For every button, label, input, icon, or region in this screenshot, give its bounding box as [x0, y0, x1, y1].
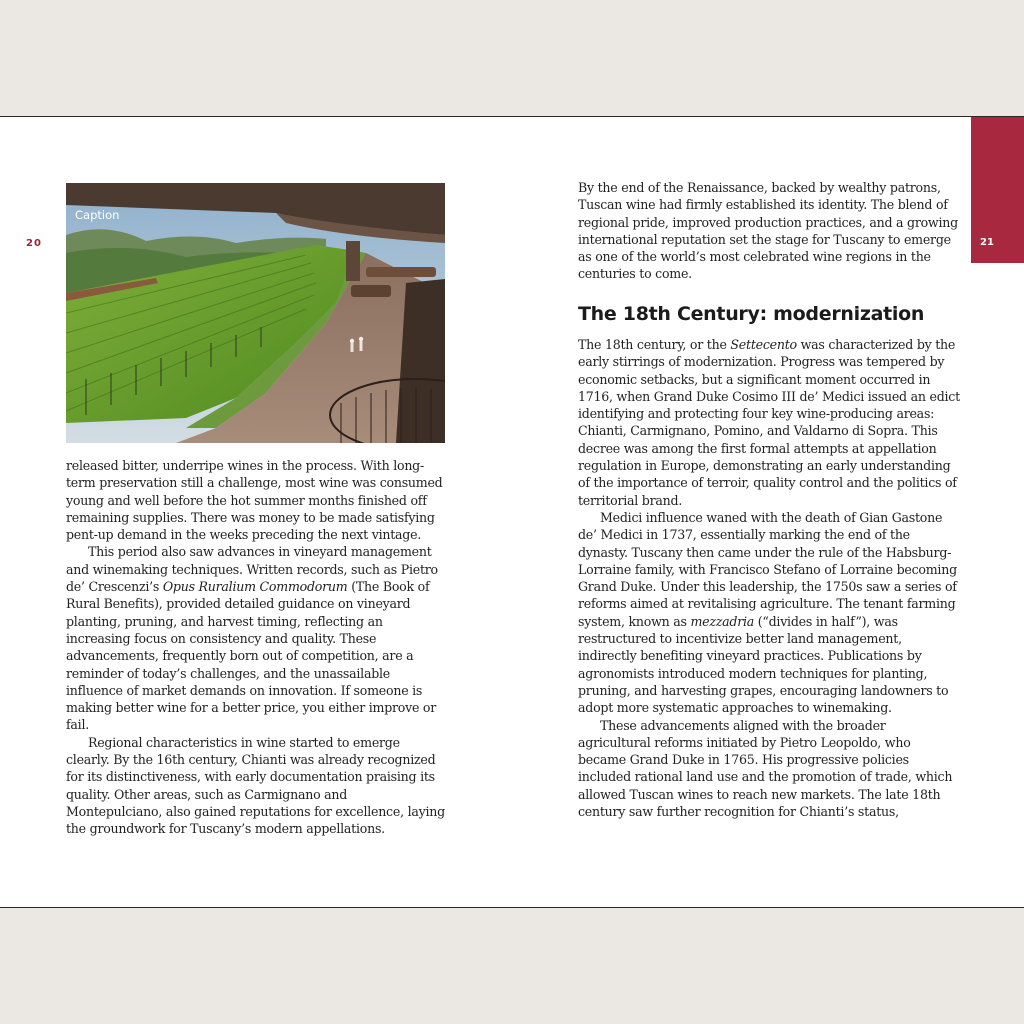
- settecento-italic: Settecento: [730, 337, 797, 352]
- left-paragraph-2: This period also saw advances in vineyard management and winemaking techniques. Written records, such as Pietro de’ Crescenzi’s Opus Ruralium Commodorum (The Book of Rural Benefits), provided detailed guidance on vineyard planting, pruning, and harvest timing, reflecting an increasing focus on consistency and quality. These advancements, frequently born out of competition, are a reminder of today’s challenges, and the unassailable influence of market demands on innovation. If someone is making better wine for a better price, you either improve or fail.: [66, 544, 438, 733]
- vineyard-photo: [66, 183, 445, 443]
- page-number-left: 20: [26, 238, 42, 249]
- left-paragraph-1: released bitter, underripe wines in the process. With long-term preservation still a challenge, most wine was consumed young and well before the hot summer months finished off remaining supplies. There was money to be made satisfying pent-up demand in the weeks preceding the next vintage.: [66, 458, 443, 543]
- right-intro-paragraph: By the end of the Renaissance, backed by wealthy patrons, Tuscan wine had firmly established its identity. The blend of regional pride, improved production practices, and a growing international reputation set the stage for Tuscany to emerge as one of the world’s most celebrated wine regions in the centuries to come.: [578, 180, 958, 282]
- mezzadria-italic: mezzadria: [690, 613, 754, 629]
- right-paragraph-1: The 18th century, or the Settecento was characterized by the early stirrings of modernization. Progress was tempered by economic setbacks, but a significant moment occurred in 1716, when Grand Duke Cosimo III de’ Medici issued an edict identifying and protecting four key wine-producing areas: Chianti, Carmignano, Pomino, and Valdarno di Sopra. This decree was among the first formal attempts at appellation regulation in Europe, demonstrating an early understanding of the importance of terroir, quality control and the politics of territorial brand.: [578, 337, 960, 508]
- page-number-right: 21: [980, 237, 994, 248]
- right-page-intro: [578, 179, 960, 283]
- left-page-body: [66, 457, 446, 838]
- section-heading: The 18th Century: modernization: [578, 303, 925, 325]
- right-paragraph-2: Medici influence waned with the death of Gian Gastone de’ Medici in 1737, essentially marking the end of the dynasty. Tuscany then came under the rule of the Habsburg-Lorraine family, with Francisco Stefano of Lorraine becoming Grand Duke. Under this leadership, the 1750s saw a series of reforms aimed at revitalising agriculture. The tenant farming system, known as mezzadria (“divides in half”), was restructured to incentivize better land management, indirectly benefiting vineyard practices. Publications by agronomists introduced modern techniques for planting, pruning, and harvesting grapes, encouraging landowners to adopt more systematic approaches to winemaking.: [578, 509, 957, 716]
- left-paragraph-3: Regional characteristics in wine started to emerge clearly. By the 16th century, Chianti was already recognized for its distinctiveness, with early documentation praising its quality. Other areas, such as Carmignano and Montepulciano, also gained reputations for excellence, laying the groundwork for Tuscany’s modern appellations.: [66, 734, 445, 837]
- book-title-italic: Opus Ruralium Commodorum: [162, 579, 348, 595]
- chapter-thumb-tab: [971, 117, 1024, 263]
- right-page-body: [578, 336, 960, 820]
- book-spread: [0, 116, 1024, 908]
- photo-caption-label: Caption: [75, 208, 120, 222]
- vineyard-illustration: [66, 183, 445, 443]
- right-paragraph-3: These advancements aligned with the broader agricultural reforms initiated by Pietro Leopoldo, who became Grand Duke in 1765. His progressive policies included rational land use and the promotion of trade, which allowed Tuscan wines to reach new markets. The late 18th century saw further recognition for Chianti’s status,: [578, 717, 953, 820]
